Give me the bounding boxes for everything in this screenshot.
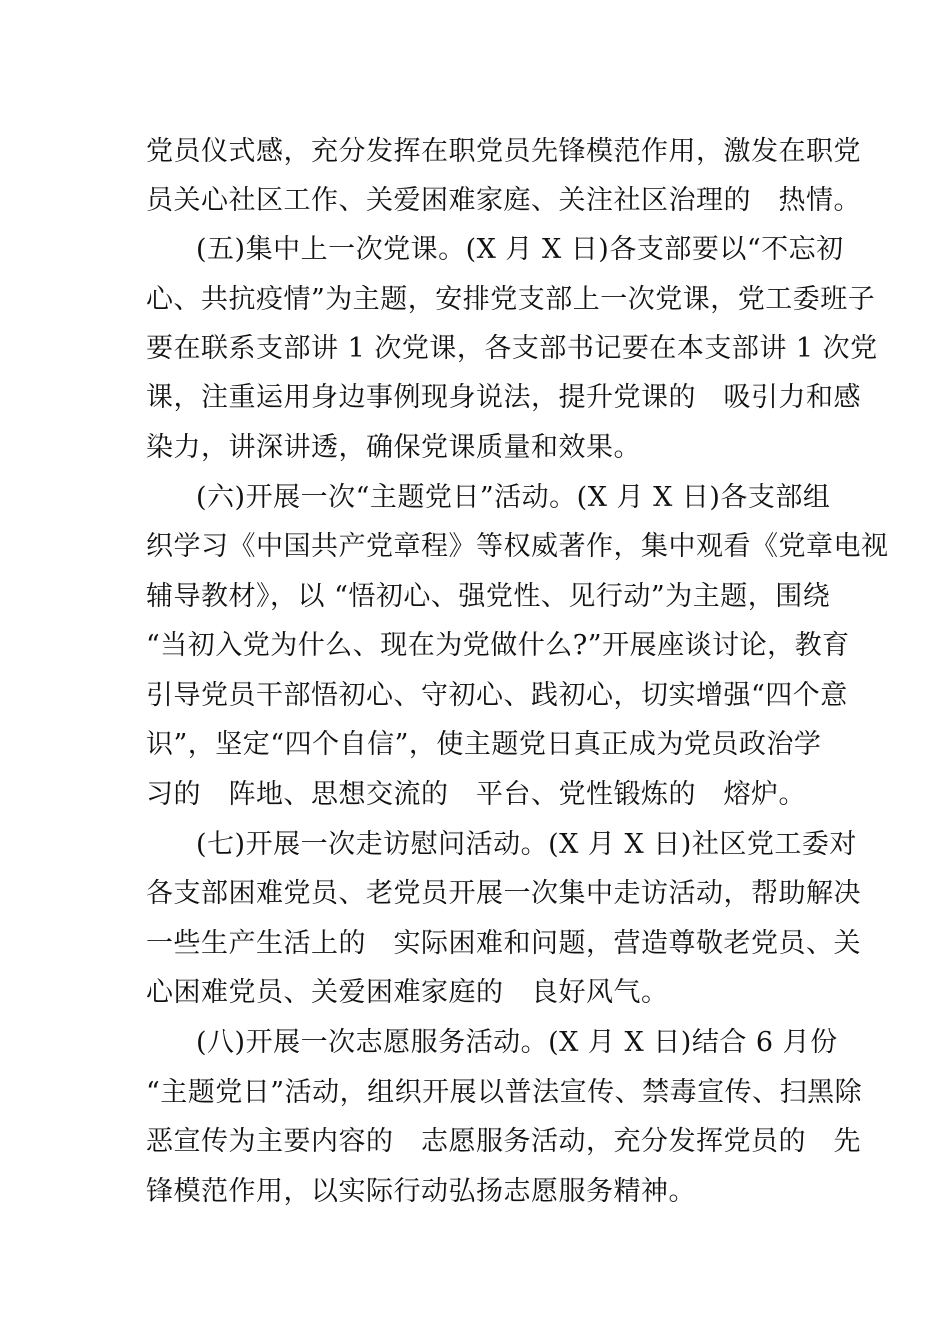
- section-heading-8: (八)开展一次志愿服务活动。(X 月 X 日)结合 6 月份: [196, 1027, 838, 1058]
- text-line: 习的 阵地、思想交流的 平台、党性锻炼的 熔炉。: [146, 779, 806, 810]
- section-heading-5: (五)集中上一次党课。(X 月 X 日)各支部要以“不忘初: [196, 234, 844, 265]
- text-line: 各支部困难党员、老党员开展一次集中走访活动，帮助解决: [146, 878, 861, 909]
- text-line: 染力，讲深讲透，确保党课质量和效果。: [146, 432, 641, 463]
- text-line: 心、共抗疫情”为主题，安排党支部上一次党课，党工委班子: [146, 284, 876, 315]
- text-line: 引导党员干部悟初心、守初心、践初心，切实增强“四个意: [146, 680, 848, 711]
- text-line: “主题党日”活动，组织开展以普法宣传、禁毒宣传、扫黑除: [146, 1077, 863, 1108]
- text-line: 辅导教材》，以 “悟初心、强党性、见行动”为主题，围绕: [146, 581, 831, 612]
- text-line: 识”，坚定“四个自信”，使主题党日真正成为党员政治学: [146, 729, 822, 760]
- text-line: 一些生产生活上的 实际困难和问题，营造尊敬老党员、关: [146, 928, 861, 959]
- text-line: 课，注重运用身边事例现身说法，提升党课的 吸引力和感: [146, 382, 861, 413]
- text-line: 员关心社区工作、关爱困难家庭、关注社区治理的 热情。: [146, 185, 861, 216]
- text-line: 恶宣传为主要内容的 志愿服务活动，充分发挥党员的 先: [146, 1126, 861, 1157]
- text-line: 锋模范作用，以实际行动弘扬志愿服务精神。: [146, 1176, 696, 1207]
- section-heading-6: (六)开展一次“主题党日”活动。(X 月 X 日)各支部组: [196, 482, 831, 513]
- text-line: 党员仪式感，充分发挥在职党员先锋模范作用，激发在职党: [146, 136, 861, 167]
- text-line: 要在联系支部讲 1 次党课，各支部书记要在本支部讲 1 次党: [146, 333, 878, 364]
- text-line: 织学习《中国共产党章程》等权威著作，集中观看《党章电视: [146, 531, 889, 562]
- text-line: 心困难党员、关爱困难家庭的 良好风气。: [146, 977, 669, 1008]
- text-line: “当初入党为什么、现在为党做什么?”开展座谈讨论，教育: [146, 630, 850, 661]
- section-heading-7: (七)开展一次走访慰问活动。(X 月 X 日)社区党工委对: [196, 829, 857, 860]
